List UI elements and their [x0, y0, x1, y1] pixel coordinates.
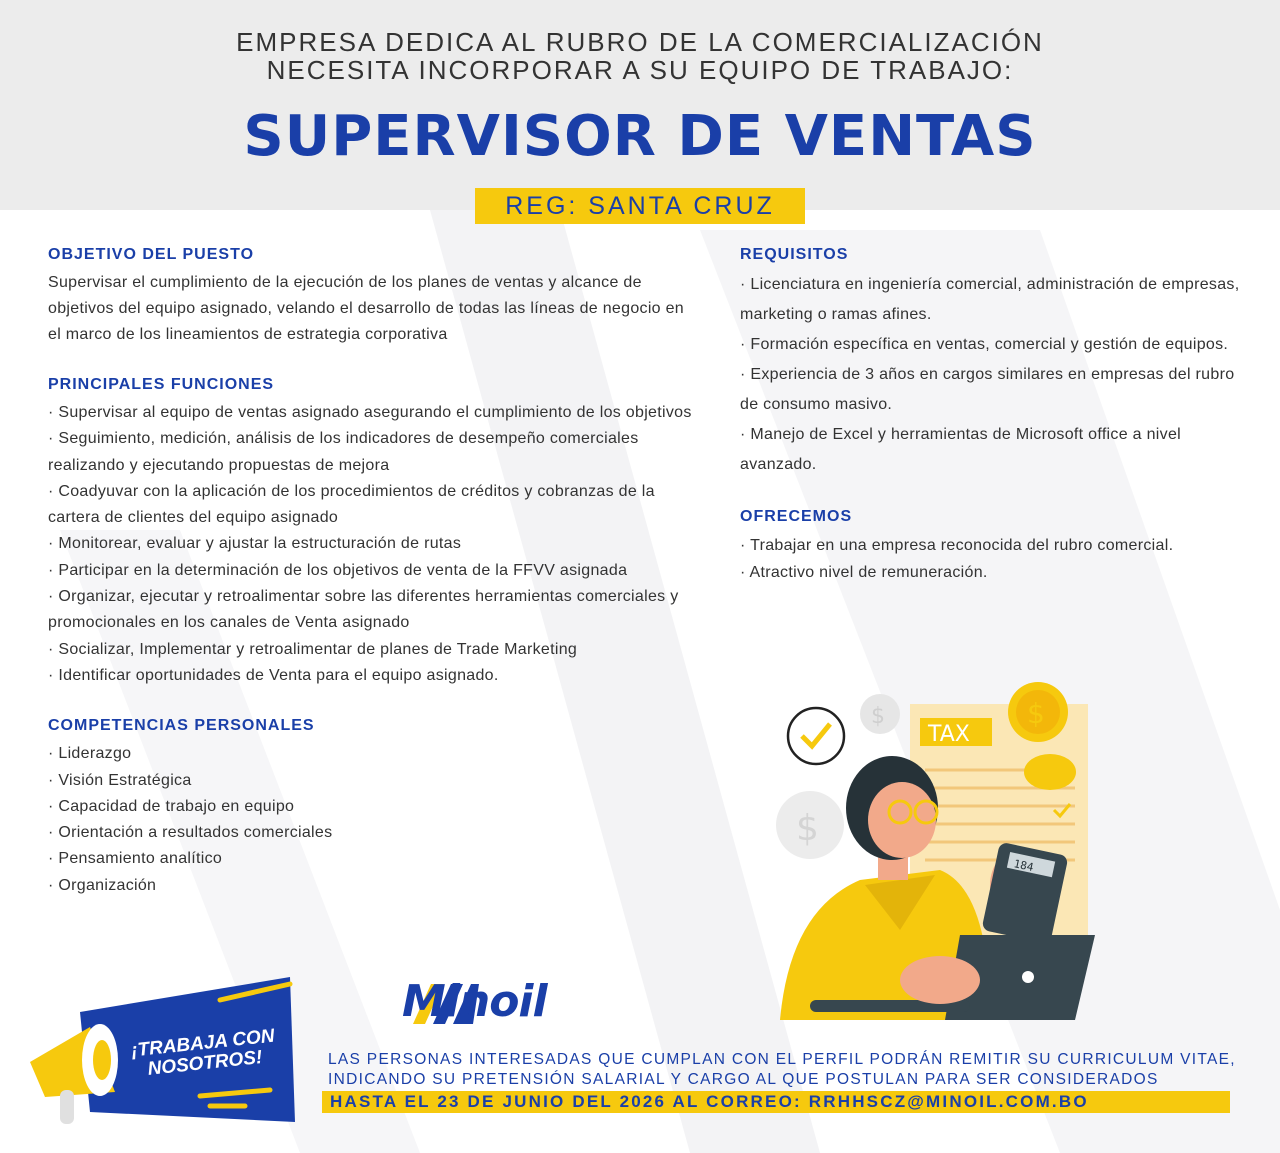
offer-section [740, 508, 1250, 586]
region-badge: REG: SANTA CRUZ [475, 188, 805, 224]
list-item: · Capacidad de trabajo en equipo [48, 794, 698, 820]
list-item: · Supervisar al equipo de ventas asignado asegurando el cumplimiento de los objetivos [48, 400, 698, 426]
promo-text: ¡TRABAJA CON NOSOTROS! [130, 1025, 276, 1080]
coin-icon [1024, 754, 1076, 790]
list-item: · Atractivo nivel de remuneración. [740, 559, 1250, 586]
intro-line-2: NECESITA INCORPORAR A SU EQUIPO DE TRABAJO: [266, 55, 1014, 85]
person-face [868, 782, 936, 858]
speech-bubble [788, 708, 844, 764]
list-item: · Liderazgo [48, 741, 698, 767]
tax-label: TAX [928, 722, 970, 747]
competencies-list [48, 741, 698, 899]
footer-instructions [328, 1050, 1258, 1090]
requirements-list [740, 270, 1250, 480]
list-item: · Formación específica en ventas, comercial y gestión de equipos. [740, 330, 1250, 360]
list-item: · Pensamiento analítico [48, 846, 698, 872]
objective-text: Supervisar el cumplimiento de la ejecución de los planes de ventas y alcance de objetivos del equipo asignado, velando el desarrollo de todas las líneas de negocio en el marco de los lineamientos de estrategia corporativa [48, 274, 685, 343]
minoil-logo-text: Minoil [402, 976, 547, 1027]
list-item: · Seguimiento, medición, análisis de los indicadores de desempeño comerciales realizando y ejecutando propuestas de mejora [48, 426, 698, 479]
offer-title: OFRECEMOS [740, 508, 853, 525]
objective-section [48, 246, 698, 348]
footer-line-1: LAS PERSONAS INTERESADAS QUE CUMPLAN CON EL PERFIL PODRÁN REMITIR SU CURRICULUM VITAE, [328, 1051, 1236, 1068]
svg-text:$: $ [871, 704, 885, 729]
intro-line-1: EMPRESA DEDICA AL RUBRO DE LA COMERCIALIZACIÓN [236, 27, 1044, 57]
list-item: · Manejo de Excel y herramientas de Microsoft office a nivel avanzado. [740, 420, 1250, 480]
functions-list [48, 400, 698, 689]
competencies-section [48, 717, 698, 899]
right-column [740, 246, 1250, 614]
list-item: · Participar en la determinación de los objetivos de venta de la FFVV asignada [48, 558, 698, 584]
svg-text:$: $ [1027, 697, 1045, 730]
list-item: · Experiencia de 3 años en cargos similares en empresas del rubro de consumo masivo. [740, 360, 1250, 420]
svg-text:$: $ [796, 808, 819, 849]
objective-title: OBJETIVO DEL PUESTO [48, 246, 255, 263]
functions-section [48, 376, 698, 689]
requirements-title: REQUISITOS [740, 246, 849, 263]
list-item: · Socializar, Implementar y retroalimentar de planes de Trade Marketing [48, 637, 698, 663]
list-item: · Organización [48, 873, 698, 899]
list-item: · Coadyuvar con la aplicación de los procedimientos de créditos y cobranzas de la cartera de clientes del equipo asignado [48, 479, 698, 532]
job-title: SUPERVISOR DE VENTAS [243, 104, 1037, 169]
offer-list [740, 532, 1250, 586]
list-item: · Visión Estratégica [48, 768, 698, 794]
list-item: · Trabajar en una empresa reconocida del rubro comercial. [740, 532, 1250, 559]
footer-deadline-email: HASTA EL 23 DE JUNIO DEL 2026 AL CORREO: RRHHSCZ@MINOIL.COM.BO [322, 1091, 1230, 1113]
accountant-illustration [770, 680, 1110, 1025]
list-item: · Licenciatura en ingeniería comercial, administración de empresas, marketing o ramas afines. [740, 270, 1250, 330]
list-item: · Organizar, ejecutar y retroalimentar sobre las diferentes herramientas comerciales y promocionales en los canales de Venta asignado [48, 584, 698, 637]
footer-line-2: INDICANDO SU PRETENSIÓN SALARIAL Y CARGO AL QUE POSTULAN PARA SER CONSIDERADOS [328, 1071, 1159, 1088]
requirements-section [740, 246, 1250, 480]
list-item: · Identificar oportunidades de Venta para el equipo asignado. [48, 663, 698, 689]
left-column [48, 246, 698, 927]
competencies-title: COMPETENCIAS PERSONALES [48, 717, 315, 735]
intro-text [0, 28, 1280, 84]
list-item: · Orientación a resultados comerciales [48, 820, 698, 846]
functions-title: PRINCIPALES FUNCIONES [48, 376, 275, 393]
calculator-display: 184 [1012, 857, 1035, 875]
list-item: · Monitorear, evaluar y ajustar la estructuración de rutas [48, 531, 698, 557]
